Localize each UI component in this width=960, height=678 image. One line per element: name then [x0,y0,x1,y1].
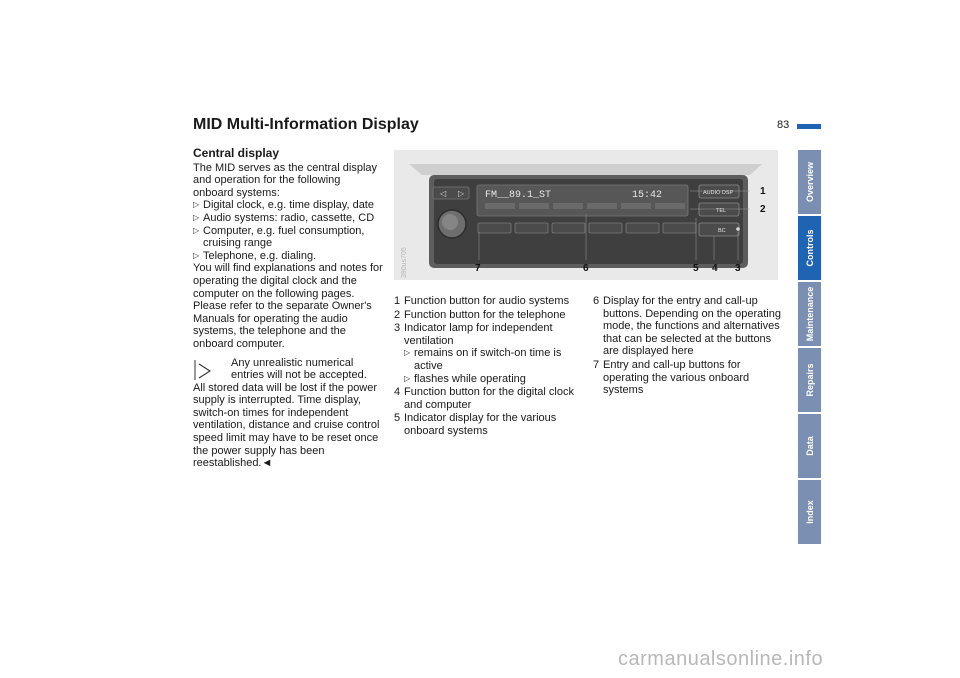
tab-controls[interactable]: Controls [798,216,821,280]
callout-7: 7 [475,263,481,274]
intro-paragraph: The MID serves as the central display and operation for the following onboard systems: [193,161,378,199]
mid-unit-figure [394,150,778,280]
section-tabs [798,150,821,546]
tab-index[interactable]: Index [798,480,821,544]
callout-2: 2 [760,204,766,215]
legend-item: 5 Indicator display for the various onboard systems [394,412,557,437]
note-block [193,357,383,382]
callout-3: 3 [735,263,741,274]
callout-6: 6 [583,263,589,274]
display-readout-right: 15:42 [632,190,663,201]
list-item: ▷ Computer, e.g. fuel consumption, cruising range [193,225,383,250]
page-marker-bar [797,124,821,129]
figure-code: 390us705 [401,247,408,278]
legend-item: 2 Function button for the telephone [394,308,566,321]
display-readout-left: FM__89.1_ST [485,190,552,201]
note-text: Any unrealistic numerical entries will not be accepted. [231,356,367,382]
legend-column-2 [593,295,783,398]
watermark: carmanualsonline.info [618,648,824,670]
list-item: ▷ flashes while operating [404,373,584,386]
legend-item: 1 Function button for audio systems [394,295,570,307]
callout-4: 4 [712,263,718,274]
note-continuation: All stored data will be lost if the power supply is interrupted. Time display, switch-on times for independent ventilation, distance and cruise control speed limit may have to be reset once the power supply has been reestablished.◄ [193,381,380,470]
svg-text:▷: ▷ [458,189,465,198]
list-item: ▷ remains on if switch-on time is active [404,347,584,372]
bc-button-label: BC [718,228,726,234]
tab-data[interactable]: Data [798,414,821,478]
tab-overview[interactable]: Overview [798,150,821,214]
list-item: ▷ Digital clock, e.g. time display, date [193,199,383,212]
list-item: ▷ Audio systems: radio, cassette, CD [193,212,383,225]
legend-item: 4 Function button for the digital clock and computer [394,386,574,411]
system-list [193,199,383,262]
tel-button-label: TEL [716,208,727,214]
audio-button-label: AUDIO DSP [703,190,734,196]
callout-1: 1 [760,186,766,197]
page-number: 83 [777,119,790,131]
tab-maintenance[interactable]: Maintenance [798,282,821,346]
legend-item: 6 Display for the entry and call-up buttons. Depending on the operating mode, the functions and alternatives that can be selected at the buttons are displayed here [593,295,781,358]
note-arrow-icon [193,359,215,381]
page-title: MID Multi-Information Display [193,116,419,133]
svg-text:◁: ◁ [440,189,447,198]
list-item: ▷ Telephone, e.g. dialing. [193,250,383,263]
intro-column [193,147,383,470]
section-heading: Central display [193,146,280,160]
legend-item: 3 Indicator lamp for independent ventilation ▷ remains on if switch-on time is active ▷ flashes while operating [394,322,584,385]
callout-5: 5 [693,263,699,274]
explanation-paragraph: You will find explanations and notes for operating the digital clock and the computer on the following pages. Please refer to the separate Owner's Manuals for operating the audio systems, the telephone and the onboard computer. [193,262,383,350]
legend-column-1 [394,295,584,439]
tab-repairs[interactable]: Repairs [798,348,821,412]
legend-item: 7 Entry and call-up buttons for operating the various onboard systems [593,358,750,397]
